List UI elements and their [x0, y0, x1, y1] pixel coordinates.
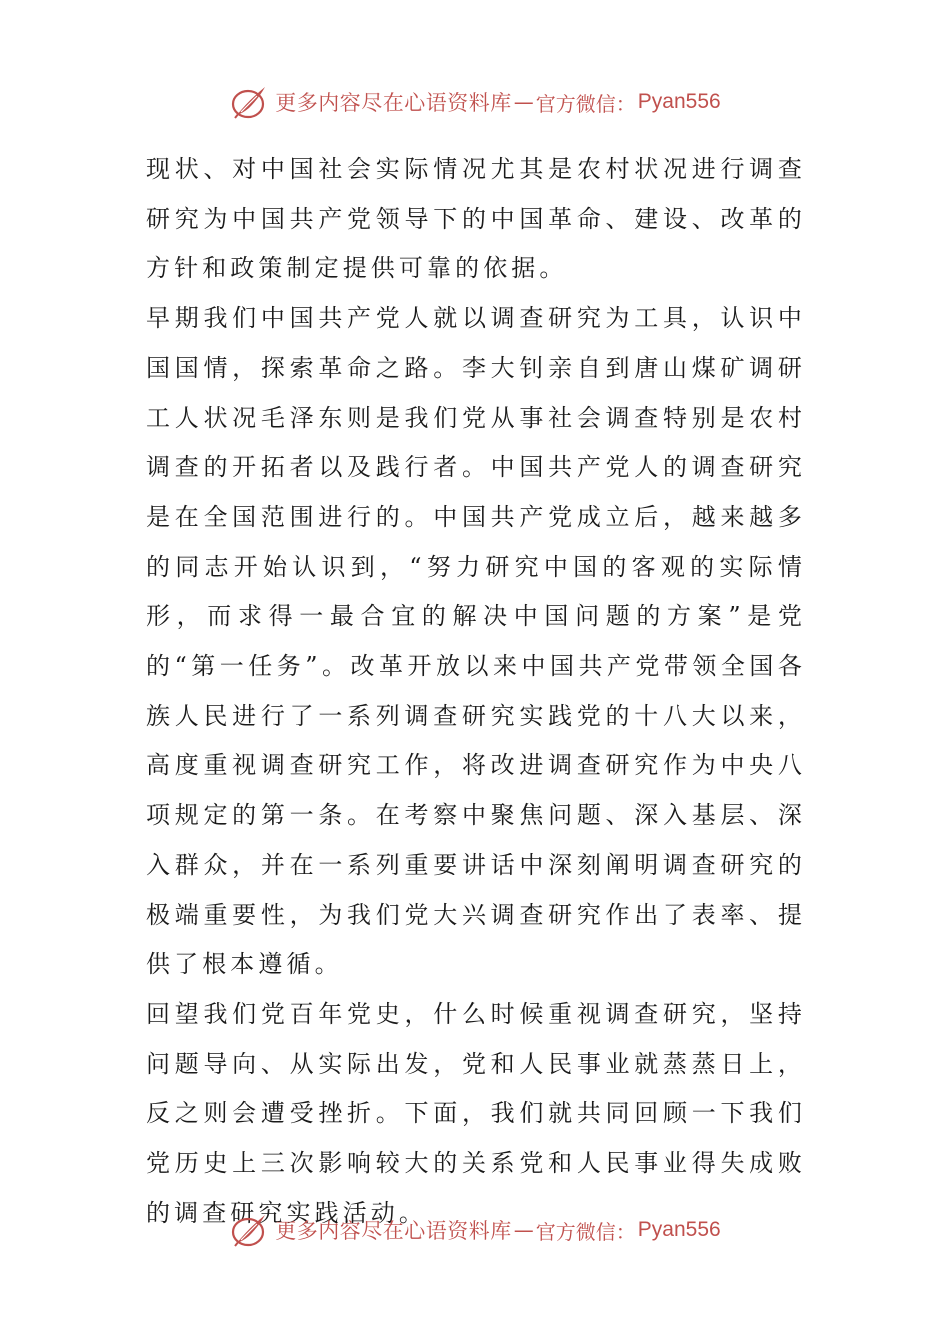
- banner-wechat-id: Pyan556: [637, 1218, 721, 1241]
- paragraph-3: 回望我们党百年党史，什么时候重视调查研究，坚持问题导向、从实际出发，党和人民事业就蒸蒸日上，反之则会遭受挫折。下面，我们就共同回顾一下我们党历史上三次影响较大的关系党和人民事业得失成败的调查研究实践活动。: [146, 999, 806, 1227]
- footer-banner: [0, 1208, 950, 1252]
- document-body: [146, 145, 806, 1238]
- banner-site-text: 更多内容尽在心语资料库: [275, 1219, 512, 1243]
- quill-pen-logo-icon: [229, 82, 269, 122]
- banner-wechat-label: 官方微信：: [535, 1219, 636, 1244]
- quill-pen-logo-icon: [229, 1210, 269, 1250]
- banner-wechat-label: 官方微信：: [535, 91, 636, 116]
- banner-site-text: 更多内容尽在心语资料库: [275, 91, 512, 115]
- paragraph-2: 早期我们中国共产党人就以调查研究为工具，认识中国国情，探索革命之路。李大钊亲自到唐山煤矿调研工人状况毛泽东则是我们党从事社会调查特别是农村调查的开拓者以及践行者。中国共产党人的调查研究是在全国范围进行的。中国共产党成立后，越来越多的同志开始认识到，“努力研究中国的客观的实际情形，而求得一最合宜的解决中国问题的方案”是党的“第一任务”。改革开放以来中国共产党带领全国各族人民进行了一系列调查研究实践党的十八大以来，高度重视调查研究工作，将改进调查研究作为中央八项规定的第一条。在考察中聚焦问题、深入基层、深入群众，并在一系列重要讲话中深刻阐明调查研究的极端重要性，为我们党大兴调查研究作出了表率、提供了根本遵循。: [146, 304, 806, 979]
- banner-separator: —: [513, 1218, 534, 1242]
- banner-separator: —: [513, 90, 534, 114]
- header-banner: [0, 80, 950, 124]
- banner-wechat-id: Pyan556: [637, 90, 721, 113]
- paragraph-1: 现状、对中国社会实际情况尤其是农村状况进行调查研究为中国共产党领导下的中国革命、建设、改革的方针和政策制定提供可靠的依据。: [146, 155, 806, 283]
